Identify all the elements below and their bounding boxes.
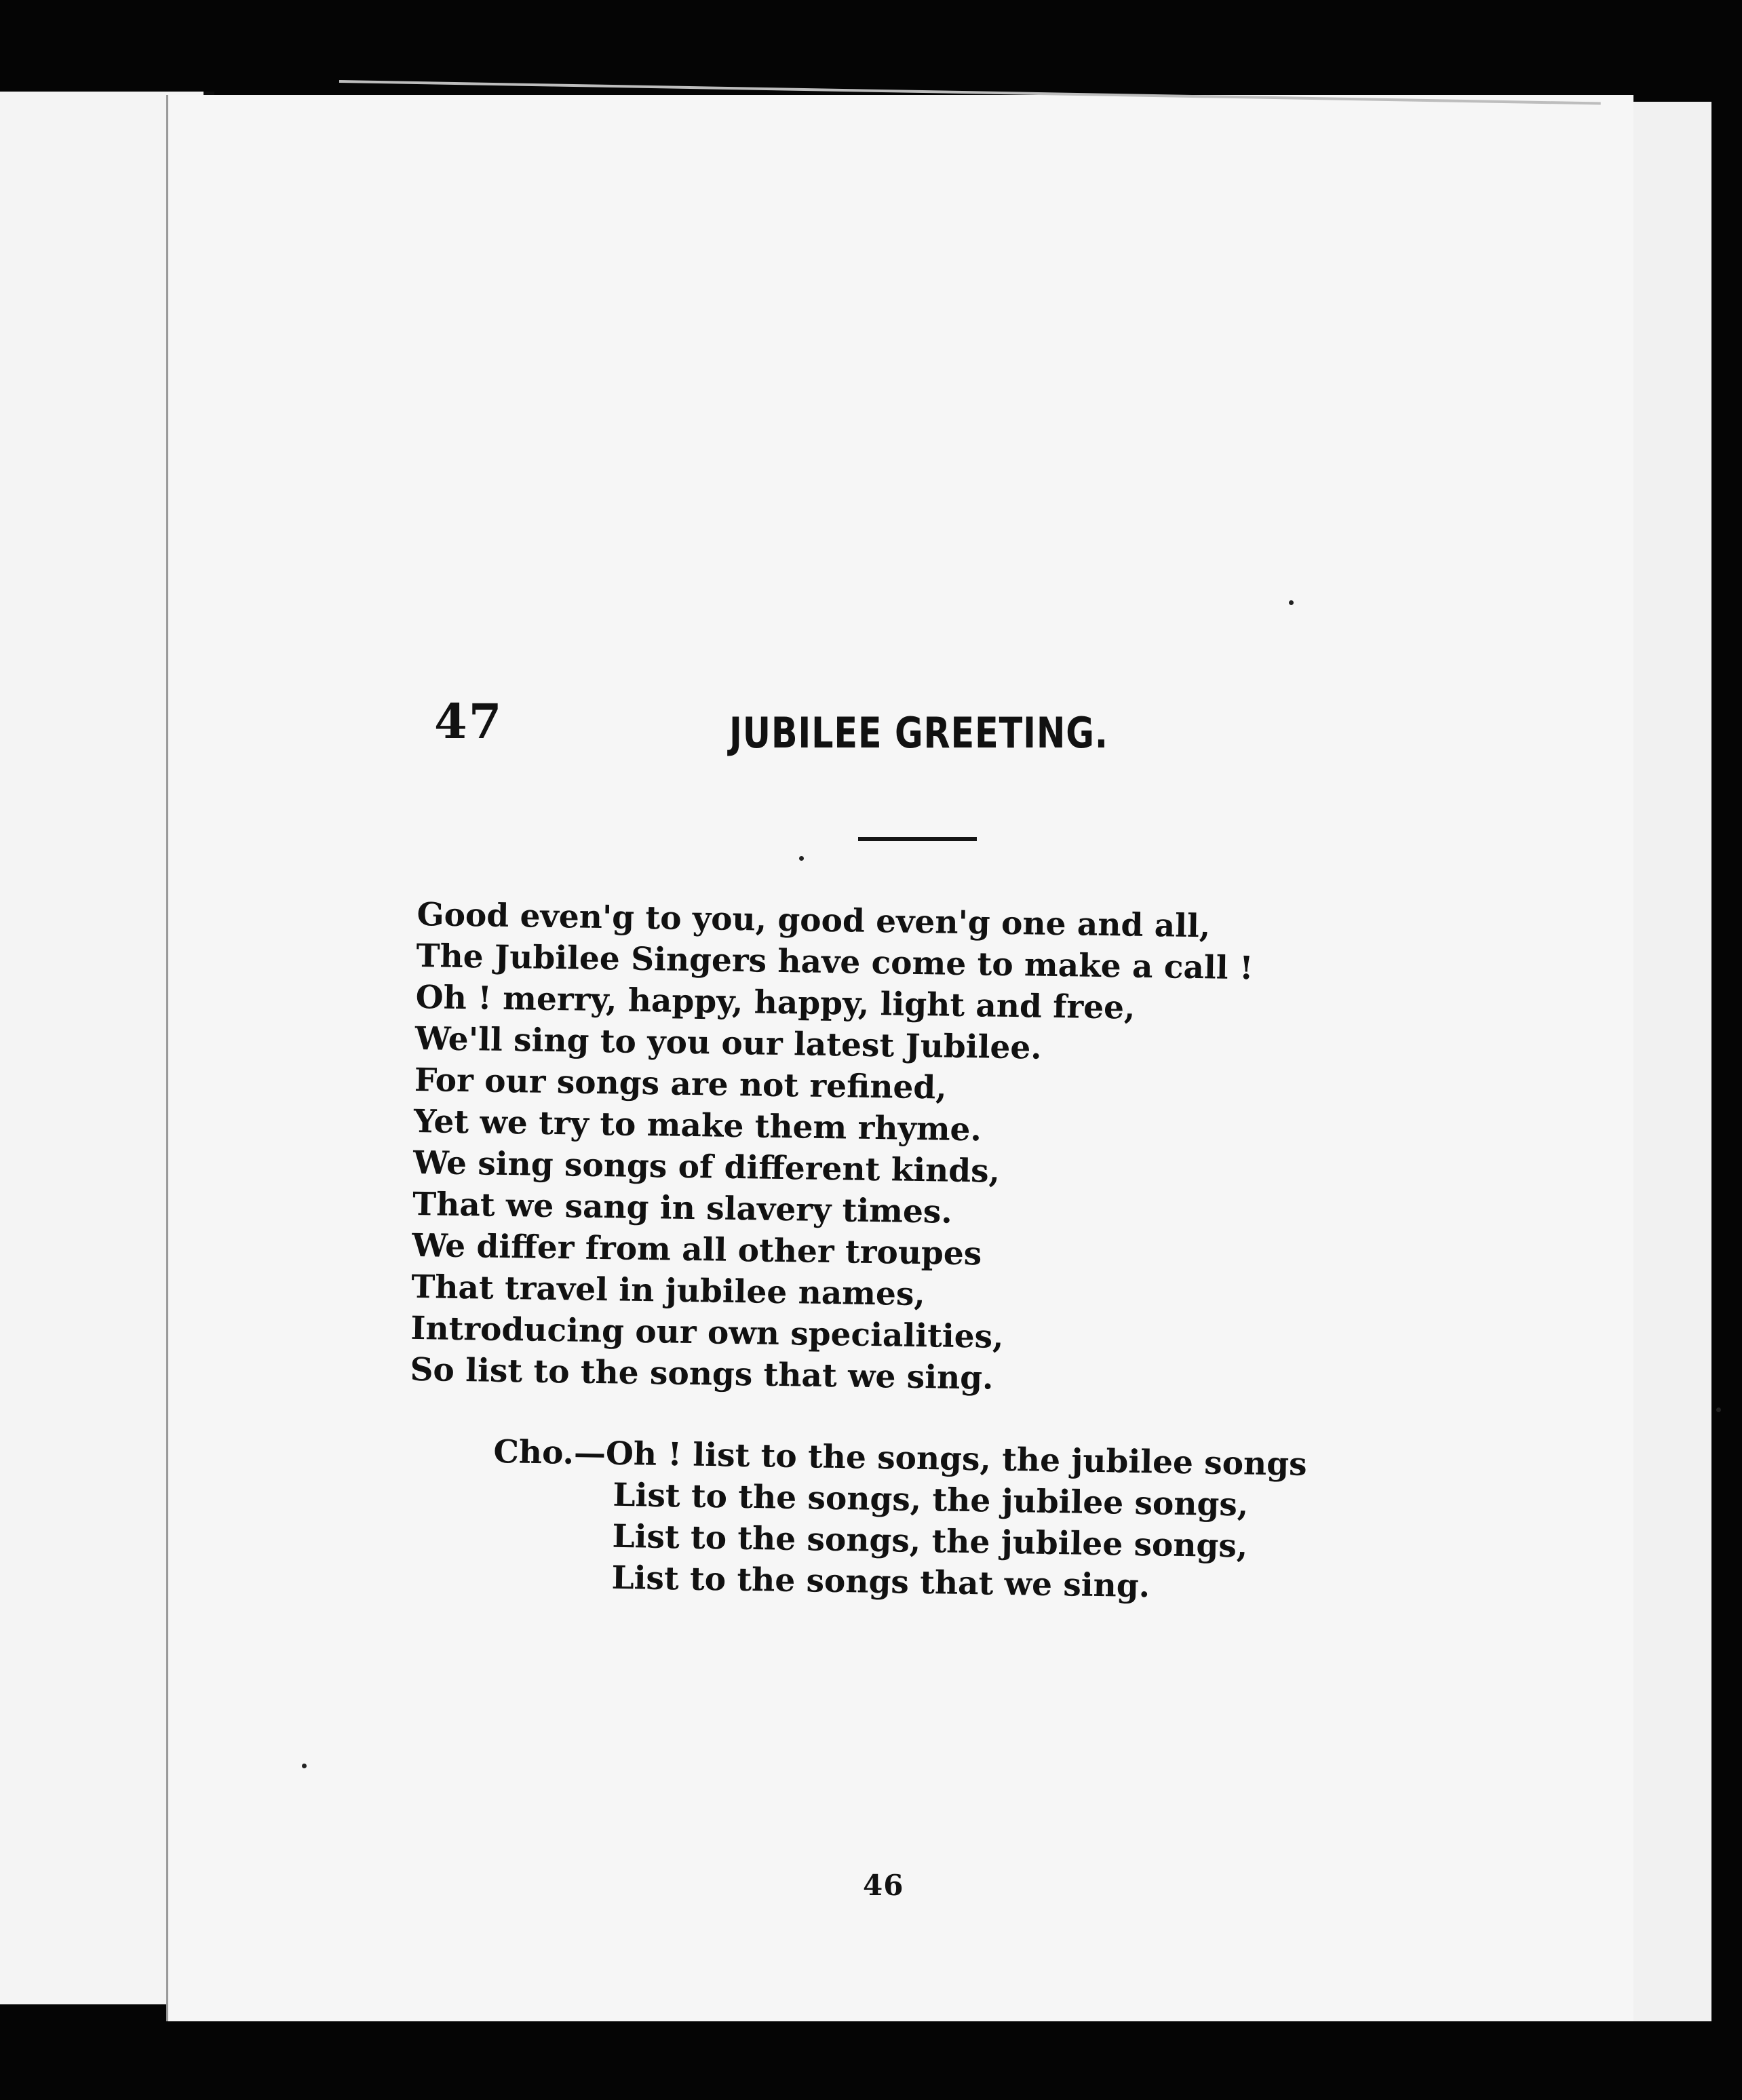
page-number: 46	[863, 1869, 904, 1902]
paper-speck	[302, 1764, 307, 1768]
paper-speck	[799, 856, 804, 861]
song-number: 47	[434, 693, 503, 750]
verse-line: Yet we try to make them rhyme.	[413, 1102, 982, 1149]
verse-line: Introducing our own specialities,	[410, 1309, 1004, 1356]
title-rule	[858, 837, 977, 841]
verse-line: We differ from all other troupes	[411, 1226, 982, 1273]
chorus-line: List to the songs, the jubilee songs,	[613, 1476, 1249, 1524]
verse-line: Oh ! merry, happy, happy, light and free,	[415, 978, 1136, 1027]
chorus-line: Cho.—Oh ! list to the songs, the jubilee songs	[493, 1433, 1307, 1483]
verse-line: That travel in jubilee names,	[410, 1268, 926, 1314]
chorus-line: List to the songs, the jubilee songs,	[612, 1517, 1248, 1566]
chorus-block	[491, 1431, 1307, 1610]
verse-block	[410, 894, 1254, 1403]
verse-line: Good even'g to you, good even'g one and all,	[417, 895, 1211, 946]
paper-speck	[1289, 600, 1294, 605]
chorus-line: List to the songs that we sing.	[611, 1559, 1150, 1606]
song-title: JUBILEE GREETING.	[729, 708, 1108, 758]
verse-line: The Jubilee Singers have come to make a call !	[416, 937, 1254, 988]
verse-line: For our songs are not refined,	[414, 1061, 948, 1107]
verse-line: We'll sing to you our latest Jubilee.	[414, 1019, 1043, 1067]
verse-line: We sing songs of different kinds,	[412, 1144, 1001, 1190]
verse-line: That we sang in slavery times.	[412, 1185, 953, 1231]
verse-line: So list to the songs that we sing.	[410, 1350, 994, 1397]
paper-speck	[1716, 1407, 1721, 1412]
